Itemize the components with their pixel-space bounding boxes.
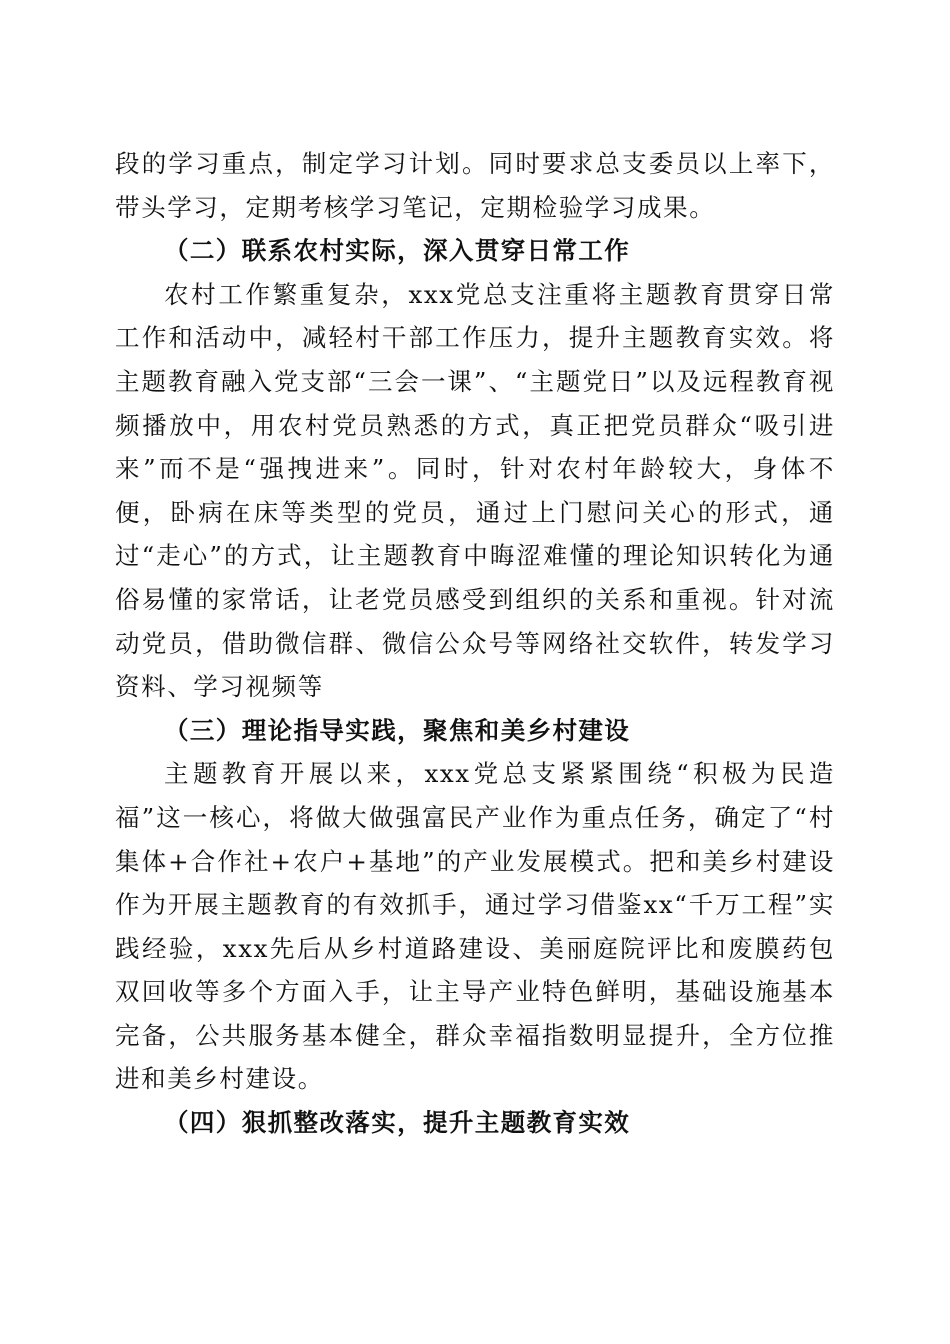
paragraph-continuation: 段的学习重点，制定学习计划。同时要求总支委员以上率下，带头学习，定期考核学习笔记，定期检验学习成果。 xyxy=(115,149,835,222)
section-heading-2: （二）联系农村实际，深入贯穿日常工作 xyxy=(164,236,631,266)
paragraph-section-2: 农村工作繁重复杂，xxx党总支注重将主题教育贯穿日常工作和活动中，减轻村干部工作压力，提升主题教育实效。将主题教育融入党支部“三会一课”、“主题党日”以及远程教育视频播放中，用农村党员熟悉的方式，真正把党员群众“吸引进来”而不是“强拽进来”。同时，针对农村年龄较大，身体不便，卧病在床等类型的党员，通过上门慰问关心的形式，通过“走心”的方式，让主题教育中晦涩难懂的理论知识转化为通俗易懂的家常话，让老党员感受到组织的关系和重视。针对流动党员，借助微信群、微信公众号等网络社交软件，转发学习资料、学习视频等 xyxy=(115,279,835,702)
paragraph-section-3: 主题教育开展以来，xxx党总支紧紧围绕“积极为民造福”这一核心，将做大做强富民产业作为重点任务，确定了“村集体+合作社+农户+基地”的产业发展模式。把和美乡村建设作为开展主题教育的有效抓手，通过学习借鉴xx“千万工程”实践经验，xxx先后从乡村道路建设、美丽庭院评比和废膜药包双回收等多个方面入手，让主导产业特色鲜明，基础设施基本完备，公共服务基本健全，群众幸福指数明显提升，全方位推进和美乡村建设。 xyxy=(115,759,835,1094)
section-heading-3: （三）理论指导实践，聚焦和美乡村建设 xyxy=(164,715,631,745)
document-body xyxy=(115,142,835,1145)
section-heading-4: （四）狠抓整改落实，提升主题教育实效 xyxy=(164,1108,631,1138)
